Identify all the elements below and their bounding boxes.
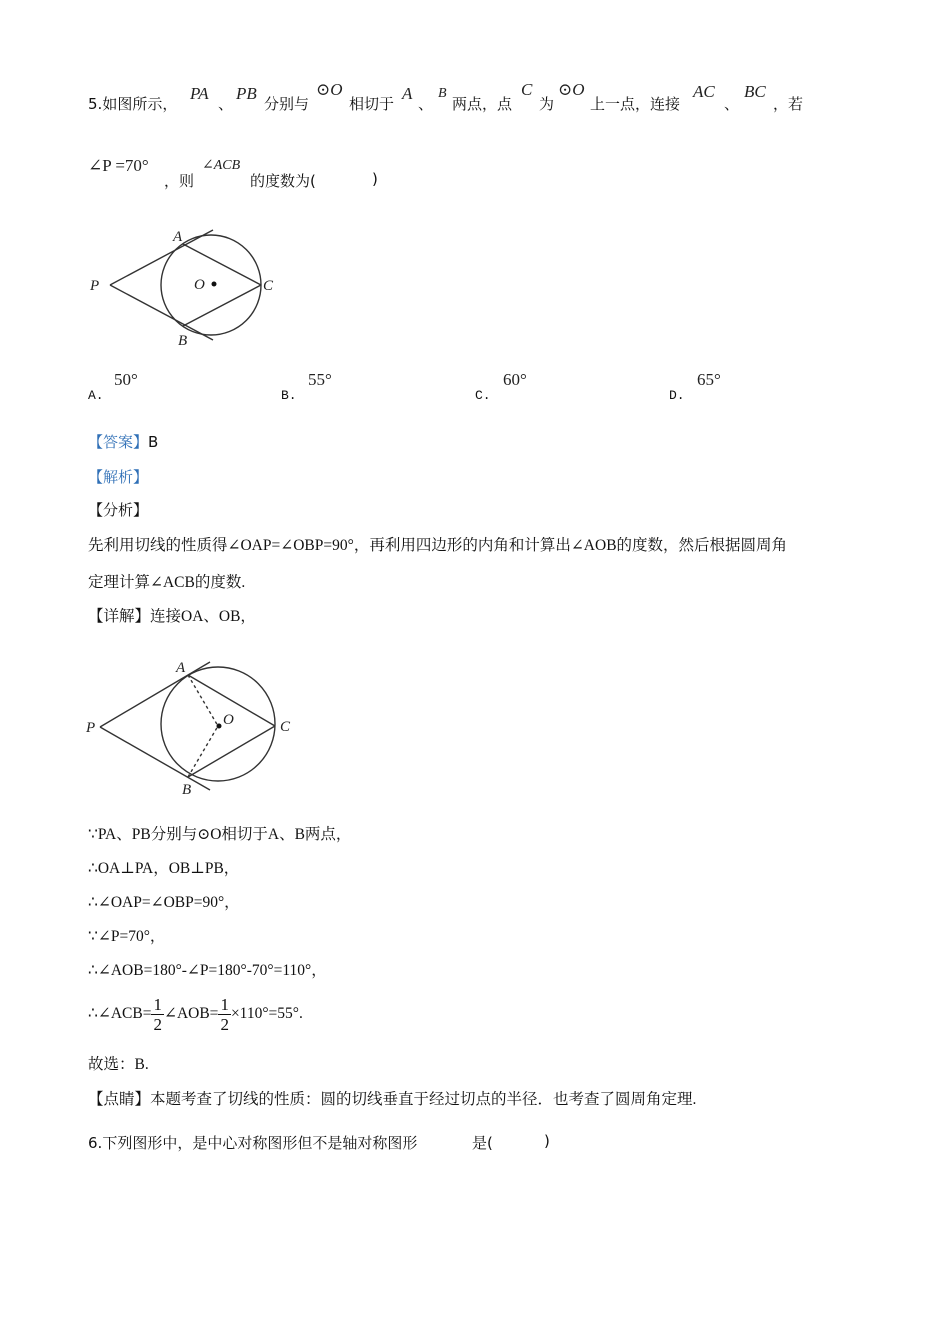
q5-text: 上一点，连接 xyxy=(590,95,681,113)
option-c-value: 60° xyxy=(503,370,527,389)
label-B: B xyxy=(182,782,192,798)
dianjing-line xyxy=(88,1087,696,1109)
option-a-label: A. xyxy=(88,388,104,403)
question-number: 5. xyxy=(88,95,103,113)
option-b-label: B. xyxy=(281,388,297,403)
tangent-PA xyxy=(100,662,210,727)
answer-line xyxy=(88,431,158,452)
label-B: B xyxy=(178,333,188,349)
math-C: C xyxy=(521,80,533,99)
label-O: O xyxy=(223,712,234,728)
analysis-tag: 【解析】 xyxy=(88,468,149,486)
math-A: A xyxy=(402,84,413,103)
fenxi-line1: 先利用切线的性质得∠OAP=∠OBP=90°，再利用四边形的内角和计算出∠AOB的度数，然后根据圆周角 xyxy=(88,537,788,554)
math-B: B xyxy=(438,86,447,101)
q5-text: ，若 xyxy=(773,95,804,113)
option-a-value: 50° xyxy=(114,370,138,389)
detail-line xyxy=(88,604,256,626)
math-circle-O: ⊙O xyxy=(316,80,343,99)
fenxi-line2: 定理计算∠ACB的度数. xyxy=(88,574,246,591)
math-angle-ACB: ∠ACB xyxy=(202,158,241,173)
label-C: C xyxy=(263,278,274,294)
separator: 、 xyxy=(724,95,740,113)
separator: 、 xyxy=(418,95,434,113)
chord-BC xyxy=(188,726,275,777)
q6-text: 是( xyxy=(472,1134,493,1152)
q5-text: 相切于 xyxy=(349,95,395,113)
math-BC: BC xyxy=(744,82,766,101)
step-1: ∵PA、PB分别与⊙O相切于A、B两点， xyxy=(88,826,352,843)
option-b-value: 55° xyxy=(308,370,332,389)
q5-text: 为 xyxy=(539,95,555,113)
step-4: ∵∠P=70°， xyxy=(88,928,166,945)
q5-line1: 5.如图所示， xyxy=(88,95,178,113)
step-6: ∴∠ACB= $\frac{1}{2}$ ∠AOB= $\frac{1}{2}$ ×110°=55°. xyxy=(88,994,303,1034)
step-3: ∴∠OAP=∠OBP=90°， xyxy=(88,894,240,911)
q5-text: ) xyxy=(372,170,378,188)
q6-text: ) xyxy=(544,1132,550,1150)
q5-text: ，则 xyxy=(164,172,195,190)
label-A: A xyxy=(173,229,183,245)
label-A: A xyxy=(176,660,186,676)
tangent-PB xyxy=(100,727,210,790)
center-point xyxy=(212,282,217,287)
fraction-one-half: $\frac{1}{2}$ xyxy=(220,994,229,1034)
math-circle-O: ⊙O xyxy=(558,80,585,99)
math-angle-P: ∠P =70° xyxy=(88,156,149,175)
dianjing-tag: 【点睛】 xyxy=(88,1091,151,1108)
detail-text: 连接OA、OB， xyxy=(150,608,256,625)
q5-text: 两点，点 xyxy=(452,95,513,113)
q6-line: 6.下列图形中，是中心对称图形但不是轴对称图形 xyxy=(88,1134,418,1152)
math-PB: PB xyxy=(236,84,257,103)
math-AC: AC xyxy=(693,82,715,101)
q5-text: 分别与 xyxy=(264,95,310,113)
fenxi-tag: 【分析】 xyxy=(88,501,149,519)
geometry-figure-2 xyxy=(80,652,300,802)
option-d-label: D. xyxy=(669,388,685,403)
center-point xyxy=(217,724,222,729)
radius-OB xyxy=(188,726,218,777)
label-O: O xyxy=(194,277,205,293)
separator: 、 xyxy=(218,95,234,113)
option-d-value: 65° xyxy=(697,370,721,389)
option-c-label: C. xyxy=(475,388,491,403)
label-C: C xyxy=(280,719,291,735)
q5-text: 的度数为( xyxy=(250,172,316,190)
detail-tag: 【详解】 xyxy=(88,608,151,625)
fraction-one-half: $\frac{1}{2}$ xyxy=(153,994,162,1034)
answer-value: B xyxy=(148,433,159,451)
label-P: P xyxy=(90,278,100,294)
answer-tag: 【答案】 xyxy=(88,433,149,451)
radius-OA xyxy=(188,675,218,726)
question-number: 6. xyxy=(88,1134,103,1152)
step-7: 故选：B. xyxy=(88,1056,149,1073)
step-5: ∴∠AOB=180°-∠P=180°-70°=110°， xyxy=(88,962,327,979)
step-2: ∴OA⊥PA，OB⊥PB， xyxy=(88,860,240,877)
math-PA: PA xyxy=(190,84,209,103)
label-P: P xyxy=(86,720,96,736)
dianjing-text: 本题考查了切线的性质：圆的切线垂直于经过切点的半径．也考查了圆周角定理. xyxy=(150,1091,697,1108)
geometry-figure-1 xyxy=(80,220,290,350)
